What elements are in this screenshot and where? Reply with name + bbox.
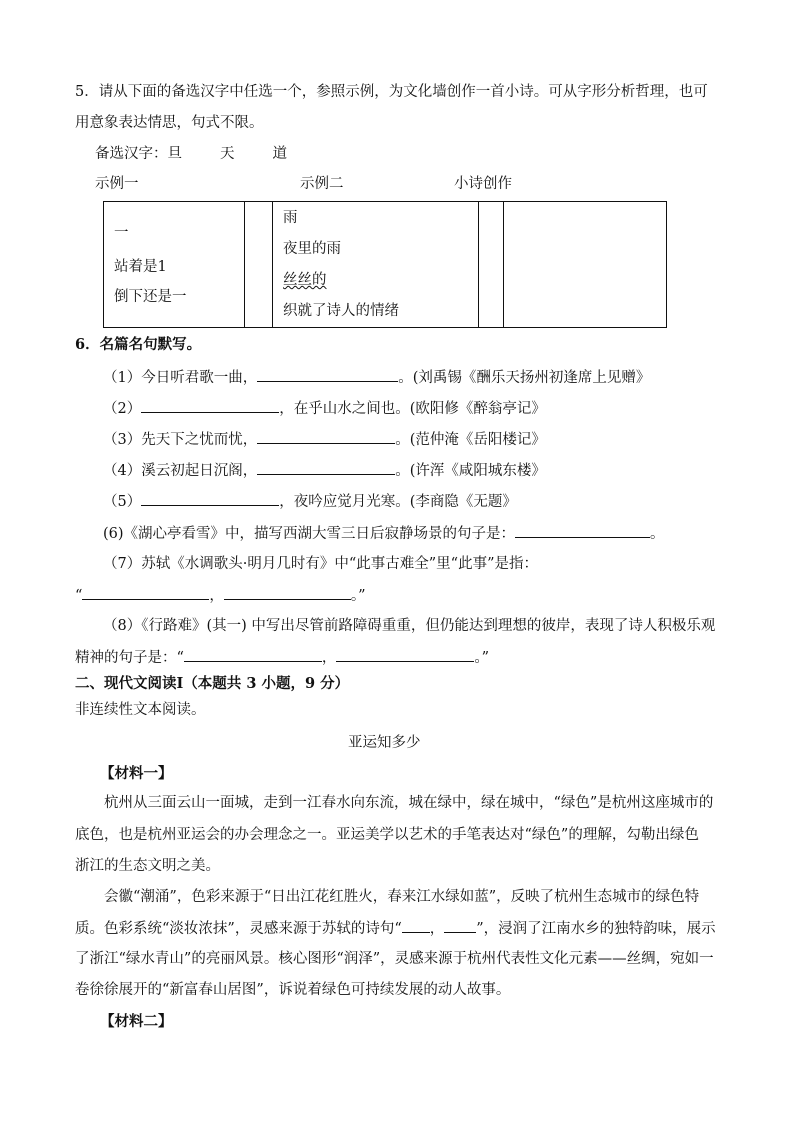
example2-cell [273, 202, 479, 328]
paragraph1-line: 底色，也是杭州亚运会的办会理念之一。亚运美学以艺术的手笔表达对“绿色”的理解，勾勒出绿色 [75, 827, 699, 843]
paragraph2-line: 了浙江“绿水青山”的亮丽风景。核心图形“润泽”，灵感来源于杭州代表性文化元素——丝绸，宛如一 [75, 951, 714, 967]
item-text: (6)《湖心亭看雪》中，描写西湖大雪三日后寂静场景的句子是： [103, 526, 516, 542]
candidate-char: 旦 [167, 146, 182, 162]
q6-item-3 [103, 429, 546, 450]
q5-prompt-line2: 用意象表达情思，句式不限。 [75, 115, 264, 131]
answer-blank[interactable] [257, 367, 398, 382]
q6-item-4 [103, 460, 546, 481]
item-number: （2） [103, 401, 142, 417]
paragraph-text: ”，浸润了江南水乡的独特韵味，展示 [476, 921, 716, 937]
example2-line: 雨 [283, 210, 298, 226]
example2-line: 夜里的雨 [283, 241, 341, 257]
candidates-label: 备选汉字： [95, 146, 168, 162]
material1-label: 【材料一】 [100, 765, 173, 782]
answer-blank[interactable] [141, 491, 279, 506]
item-number: （5） [103, 494, 142, 510]
item-number: （3） [103, 432, 142, 448]
paragraph-punct: ， [429, 921, 445, 937]
example2-wavy-text: 丝丝的 [283, 272, 327, 288]
paragraph1-line: 浙江的生态文明之美。 [75, 858, 220, 874]
q6-item-1 [103, 367, 650, 388]
item-source: ，在乎山水之间也。(欧阳修《醉翁亭记》 [279, 401, 546, 417]
item-source: ，夜吟应觉月光寒。(李商隐《无题》 [279, 494, 517, 510]
q5-prompt-line1: 5．请从下面的备选汉字中任选一个，参照示例，为文化墙创作一首小诗。可从字形分析哲理，也可 [75, 84, 708, 100]
paragraph-text: 质。色彩系统“淡妆浓抹”，灵感来源于苏轼的诗句“ [75, 921, 402, 937]
answer-blank[interactable] [444, 918, 476, 933]
item-punct: “ [75, 588, 83, 604]
answer-blank[interactable] [336, 647, 474, 662]
q6-item-8-answer [75, 647, 489, 668]
item-text: 今日听君歌一曲， [141, 370, 258, 386]
answer-blank[interactable] [141, 398, 279, 413]
section2-subtitle: 非连续性文本阅读。 [75, 702, 206, 718]
section2-heading: 二、现代文阅读Ⅰ（本题共 3 小题，9 分） [75, 675, 350, 692]
example1-line: 倒下还是一 [114, 289, 187, 305]
item-text: 先天下之忧而忧， [141, 432, 258, 448]
table-header-creation: 小诗创作 [454, 176, 512, 192]
paragraph2-line: 卷徐徐展开的“新富春山居图”，诉说着绿色可持续发展的动人故事。 [75, 982, 511, 998]
answer-blank[interactable] [257, 460, 395, 475]
spacer-cell [245, 202, 273, 328]
item-number: （1） [103, 370, 142, 386]
item-source: 。(刘禹锡《酬乐天扬州初逢席上见赠》 [398, 370, 651, 386]
answer-blank[interactable] [184, 647, 322, 662]
q6-item-5 [103, 491, 517, 512]
item-punct: 。” [474, 650, 490, 666]
q6-title: 6．名篇名句默写。 [75, 336, 202, 353]
poem-table [103, 201, 667, 328]
q5-candidates [95, 144, 287, 164]
answer-blank[interactable] [257, 429, 395, 444]
item-punct: 。” [350, 588, 366, 604]
item-source: 。(许浑《咸阳城东楼》 [395, 463, 546, 479]
paragraph2-line: 会徽“潮涌”，色彩来源于“日出江花红胜火，春来江水绿如蓝”，反映了杭州生态城市的绿色特 [104, 889, 700, 905]
item-punct: 。 [650, 526, 665, 542]
answer-blank[interactable] [224, 585, 351, 600]
table-header-example2: 示例二 [300, 176, 344, 192]
q6-item-7-answer [75, 585, 366, 606]
paragraph2-line [75, 918, 716, 939]
example2-line [283, 270, 327, 290]
item-number: （4） [103, 463, 142, 479]
item-punct: ， [209, 588, 224, 604]
candidate-char: 道 [272, 146, 287, 162]
creation-answer-cell[interactable] [504, 202, 667, 328]
example2-line: 织就了诗人的情绪 [283, 303, 399, 319]
q6-item-7: （7）苏轼《水调歌头·明月几时有》中“此事古难全”里“此事”是指： [103, 556, 538, 572]
answer-blank[interactable] [515, 523, 650, 538]
q6-item-6 [103, 523, 665, 544]
spacer-cell [479, 202, 504, 328]
material2-label: 【材料二】 [100, 1013, 173, 1030]
paragraph1-line: 杭州从三面云山一面城，走到一江春水向东流，城在绿中，绿在城中，“绿色”是杭州这座城市的 [104, 795, 714, 811]
item-text: 溪云初起日沉阁， [141, 463, 258, 479]
q6-item-8: （8）《行路难》(其一) 中写出尽管前路障碍重重，但仍能达到理想的彼岸，表现了诗人积极乐观 [103, 618, 716, 634]
candidate-char: 天 [220, 146, 235, 162]
answer-blank[interactable] [82, 585, 209, 600]
q6-item-2 [103, 398, 546, 419]
example1-cell [104, 202, 245, 328]
example1-line: 一 [114, 225, 129, 241]
item-source: 。(范仲淹《岳阳楼记》 [395, 432, 546, 448]
item-text: 精神的句子是：“ [75, 650, 184, 666]
item-punct: ， [321, 650, 337, 666]
example1-line: 站着是1 [114, 259, 167, 275]
table-header-example1: 示例一 [95, 176, 139, 192]
answer-blank[interactable] [402, 918, 430, 933]
article-title: 亚运知多少 [348, 735, 421, 751]
